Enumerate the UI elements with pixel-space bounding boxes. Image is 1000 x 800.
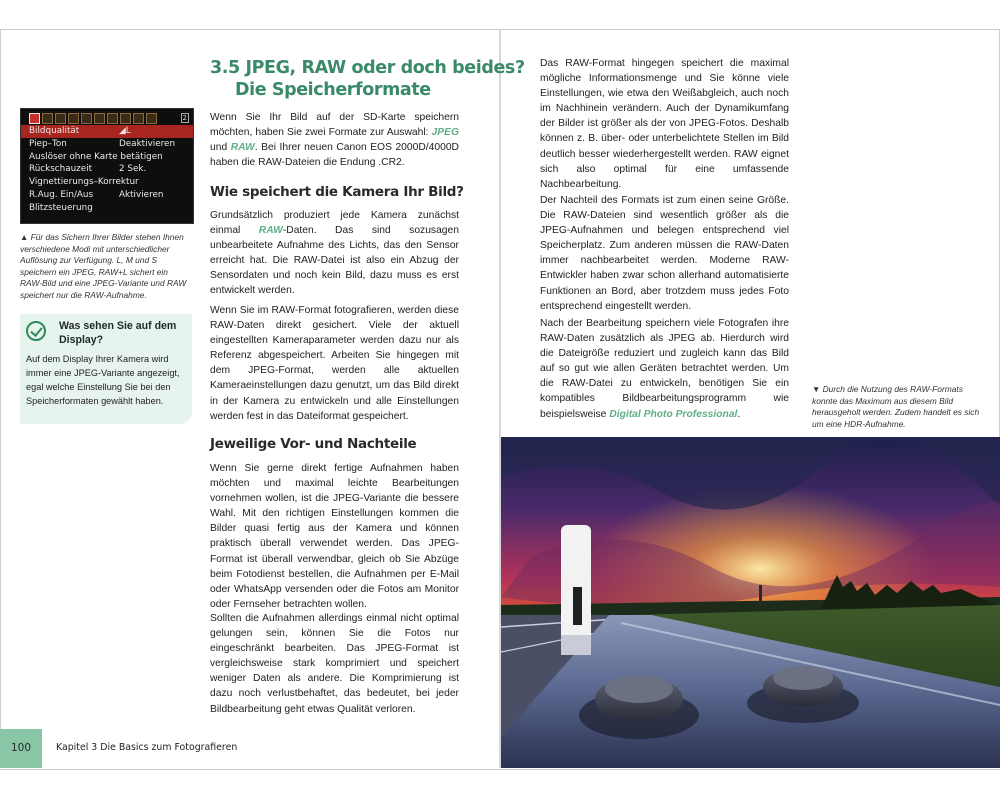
dpp-link[interactable]: Digital Photo Professional xyxy=(609,408,738,420)
subheading-pros-cons: Jeweilige Vor- und Nachteile xyxy=(210,436,417,452)
paragraph-jpeg-advantages: Wenn Sie gerne direkt fertige Aufnahmen haben möchten und maximal leichte Bearbeitungen vornehmen wollen, ist die JPEG-Variante die bessere Wahl. Mit den richtigen Einstellungen kommen die Bilder quasi fertig aus der Kamera und können praktisch überall verwendet werden. Das JPEG-Format ist überall verwendbar, gleich ob Sie Abzüge beim Fotodienst bestellen, die Aufnahmen per E-Mail oder WhatsApp versenden oder die Fotos am Monitor oder Fernseher betrachten wollen. xyxy=(210,463,459,610)
camera-tab-icon xyxy=(68,113,79,124)
camera-tab-icon xyxy=(42,113,53,124)
jpeg-link[interactable]: JPEG xyxy=(431,127,459,139)
paragraph-raw-disadvantages: Der Nachteil des Formats ist zum einen seine Größe. Die RAW-Dateien sind wesentlich größer als die JPEG-Aufnahmen und belegen entsprechend viel Speicherplatz. Zum anderen müssen die RAW-Daten immer nachbearbeitet werden. Moderne RAW-Entwickler haben zwar schon allerhand automatisierte Funktionen an Bord, aber trotzdem muss jedes Foto entsprechend eingestellt werden. xyxy=(540,195,789,312)
camera-tab-icon xyxy=(94,113,105,124)
camera-tab-icon xyxy=(29,113,40,124)
section-heading: 3.5 JPEG, RAW oder doch beides? Die Speicherformate xyxy=(210,58,525,100)
paragraph-intro: Wenn Sie Ihr Bild auf der SD-Karte speichern möchten, haben Sie zwei Formate zur Auswahl: JPEG und RAW. Bei Ihrer neuen Canon EOS 2000D/4000D haben die RAW-Dateien die Endung .CR2. xyxy=(210,112,459,169)
camera-tab-icon xyxy=(107,113,118,124)
camera-menu-row: Bildqualität ◢L xyxy=(21,125,193,138)
camera-tab-icon xyxy=(55,113,66,124)
paragraph-jpeg-disadvantages: Sollten die Aufnahmen allerdings einmal nicht optimal gelungen sein, können Sie die Fotos nur eingeschränkt bearbeiten. Das JPEG-Format ist vergleichsweise stark komprimiert und speichert weniger Daten als andere. Die Komprimierung ist dazu noch verlustbehaftet, das bedeutet, bei jeder Bildbearbeitung geht etwas Qualität verloren. xyxy=(210,613,459,715)
camera-menu-screenshot xyxy=(20,108,194,224)
page-number: 100 xyxy=(10,742,32,754)
paragraph-raw-basics: Grundsätzlich produziert jede Kamera zunächst einmal RAW-Daten. Das sind sozusagen unbearbeitete Aufnahme des Lichts, das den Sensor erreicht hat. Die RAW-Datei ist also ein Abzug der Sensordaten und noch kein Bild, dazu muss es erst entwickelt werden. xyxy=(210,210,459,297)
tip-text: Auf dem Display Ihrer Kamera wird immer eine JPEG-Variante angezeigt, egal welche Einstellung Sie bei den Speicherformaten gewählt haben. xyxy=(26,354,180,406)
tip-title: Was sehen Sie auf dem Display? xyxy=(59,320,177,346)
checkmark-circle-icon xyxy=(26,321,46,341)
raw-link[interactable]: RAW xyxy=(258,225,283,237)
paragraph-after-editing: Nach der Bearbeitung speichern viele Fotografen ihre RAW-Daten zusätzlich als JPEG ab. Hierdurch wird die Dateigröße reduziert und zugleich kann das Bild auf so gut wie allen Geräten betrachtet werden. Um die RAW-Datei zu entwickeln, benötigen Sie ein kompatibles Bildbearbeitungsprogramm wie beispielsweise Digital Photo Professional. xyxy=(540,318,789,420)
camera-menu-tabs xyxy=(21,109,193,125)
paragraph-raw-format: Wenn Sie im RAW-Format fotografieren, werden diese RAW-Daten direkt gesichert. Viele der aktuell eingestellten Kameraparameter werden dazu nur als Referenz abgespeichert. Arbeiten Sie hingegen mit dem JPEG-Format, werden alle aktuellen Kameraeinstellungen dazu genutzt, um das Bild direkt in der Kamera zu entwickeln und alle Einstellungen werden fest in das Dateiformat gespeichert. xyxy=(210,305,459,422)
figure-caption-right: ▼ Durch die Nutzung des RAW-Formats konnte das Maximum aus diesem Bild herausgeholt werden. Zudem handelt es sich um eine HDR-Aufnahme. xyxy=(812,384,980,429)
tip-box xyxy=(20,314,192,424)
page-edge-left xyxy=(0,29,1,768)
camera-tab-icon xyxy=(120,113,131,124)
camera-tab-icon xyxy=(81,113,92,124)
camera-menu-row: Blitzsteuerung xyxy=(29,202,93,213)
camera-page-indicator: 2 xyxy=(182,114,187,122)
figure-caption-left: ▲ Für das Sichern Ihrer Bilder stehen Ihnen verschiedene Modi mit unterschiedlicher Auflösung zur Verfügung. L, M und S speichern ein JPEG, RAW+L sichert ein RAW-Bild und eine JPEG-Variante und RAW speichert nur die RAW-Aufnahme. xyxy=(20,232,187,300)
camera-tab-icon xyxy=(146,113,157,124)
camera-menu-row: Rückschauzeit 2 Sek. xyxy=(29,164,147,175)
camera-tab-icon xyxy=(133,113,144,124)
sunset-photo-image xyxy=(501,437,1000,768)
subheading-how-saves: Wie speichert die Kamera Ihr Bild? xyxy=(210,184,464,200)
camera-menu-row: Piep–Ton Deaktivieren xyxy=(29,138,176,149)
camera-menu-row: R.Aug. Ein/Aus Aktivieren xyxy=(29,189,164,200)
sunset-photo xyxy=(501,437,1000,768)
paragraph-raw-advantages: Das RAW-Format hingegen speichert die maximal mögliche Informationsmenge und Sie könne viele Einstellungen, wie etwa den Weißabgleich, auch noch im Nachhinein verändern. Auch der Dynamikumfang der Bilder ist größer als der von JPEG-Fotos. Deshalb können z. B. über- oder unterbelichtete Stellen im Bild deutlich besser wiederhergestellt werden. RAW eignet sich also optimal für eine umfassende Nachbearbeitung. xyxy=(540,58,789,190)
camera-menu-row: Auslöser ohne Karte betätigen xyxy=(29,151,163,162)
raw-link[interactable]: RAW xyxy=(230,142,255,154)
chapter-footer: Kapitel 3 Die Basics zum Fotografieren xyxy=(56,742,238,753)
caption-up-arrow-icon: ▲ xyxy=(20,232,29,242)
caption-down-arrow-icon: ▼ xyxy=(812,384,821,394)
camera-menu-row: Vignettierungs–Korrektur xyxy=(29,177,139,188)
